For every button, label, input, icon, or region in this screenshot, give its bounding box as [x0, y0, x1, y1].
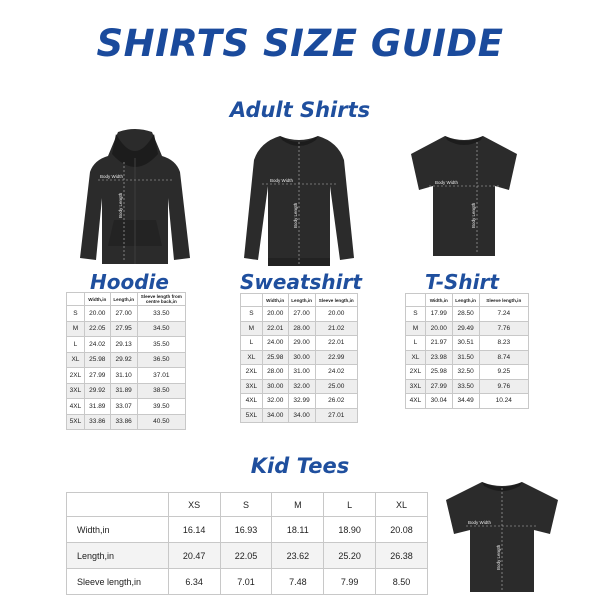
value-cell: 16.93	[220, 517, 272, 543]
hoodie-size-table	[66, 292, 186, 430]
value-cell: 37.01	[137, 368, 185, 384]
adult-shirts-heading: Adult Shirts	[229, 98, 371, 122]
value-cell: 32.00	[262, 394, 288, 409]
column-header	[406, 294, 426, 307]
size-cell: 5XL	[241, 408, 263, 423]
value-cell: 18.11	[272, 517, 324, 543]
table-row	[241, 321, 358, 336]
body-length-label: Body Length	[471, 202, 476, 228]
column-header	[67, 493, 169, 517]
size-cell: 3XL	[67, 383, 85, 399]
value-cell: 29.00	[288, 336, 315, 351]
tshirt-name: T-Shirt	[425, 270, 499, 294]
value-cell: 16.14	[168, 517, 220, 543]
table-row	[406, 307, 529, 322]
kid-tees-heading: Kid Tees	[250, 454, 350, 478]
value-cell: 7.99	[324, 569, 376, 595]
table-row	[241, 307, 358, 322]
size-cell: 4XL	[406, 394, 426, 409]
column-header: S	[220, 493, 272, 517]
value-cell: 34.49	[452, 394, 479, 409]
value-cell: 23.98	[425, 350, 452, 365]
value-cell: 32.00	[288, 379, 315, 394]
value-cell: 8.50	[376, 569, 428, 595]
table-row	[67, 383, 186, 399]
size-cell: 2XL	[67, 368, 85, 384]
body-length-label: Body Length	[293, 202, 298, 228]
table-row	[67, 569, 428, 595]
value-cell: 28.00	[288, 321, 315, 336]
column-header: Length,in	[288, 294, 315, 307]
value-cell: 6.34	[168, 569, 220, 595]
value-cell: 26.02	[315, 394, 358, 409]
body-length-label: Body Length	[118, 192, 123, 218]
value-cell: 20.08	[376, 517, 428, 543]
table-row	[406, 365, 529, 380]
row-label: Length,in	[67, 543, 169, 569]
value-cell: 20.00	[84, 306, 110, 322]
value-cell: 29.92	[110, 352, 137, 368]
value-cell: 7.01	[220, 569, 272, 595]
row-label: Width,in	[67, 517, 169, 543]
value-cell: 20.00	[315, 307, 358, 322]
column-header: Length,in	[452, 294, 479, 307]
size-cell: 5XL	[67, 414, 85, 430]
value-cell: 25.98	[84, 352, 110, 368]
value-cell: 25.98	[262, 350, 288, 365]
column-header	[241, 294, 263, 307]
value-cell: 31.89	[110, 383, 137, 399]
table-header-row	[406, 294, 529, 307]
value-cell: 21.97	[425, 336, 452, 351]
value-cell: 33.86	[110, 414, 137, 430]
value-cell: 7.76	[479, 321, 528, 336]
value-cell: 30.00	[262, 379, 288, 394]
value-cell: 31.00	[288, 365, 315, 380]
value-cell: 20.47	[168, 543, 220, 569]
value-cell: 27.00	[110, 306, 137, 322]
size-cell: S	[406, 307, 426, 322]
table-row	[406, 350, 529, 365]
value-cell: 34.00	[262, 408, 288, 423]
body-length-label: Body Length	[496, 544, 501, 570]
value-cell: 32.50	[452, 365, 479, 380]
table-row	[406, 336, 529, 351]
tshirt-image	[405, 132, 523, 260]
sweatshirt-name: Sweatshirt	[240, 270, 362, 294]
value-cell: 28.00	[262, 365, 288, 380]
value-cell: 26.38	[376, 543, 428, 569]
hoodie-name: Hoodie	[90, 270, 169, 294]
value-cell: 25.20	[324, 543, 376, 569]
table-row	[67, 517, 428, 543]
table-row	[241, 379, 358, 394]
value-cell: 24.00	[262, 336, 288, 351]
size-cell: L	[241, 336, 263, 351]
value-cell: 7.48	[272, 569, 324, 595]
table-row	[241, 350, 358, 365]
table-row	[67, 414, 186, 430]
size-cell: L	[67, 337, 85, 353]
value-cell: 30.51	[452, 336, 479, 351]
value-cell: 36.50	[137, 352, 185, 368]
table-row	[67, 306, 186, 322]
size-cell: M	[67, 321, 85, 337]
table-row	[406, 394, 529, 409]
page-title: SHIRTS SIZE GUIDE	[96, 22, 504, 65]
value-cell: 38.50	[137, 383, 185, 399]
value-cell: 31.10	[110, 368, 137, 384]
body-width-label: Body Width	[435, 180, 459, 185]
value-cell: 28.50	[452, 307, 479, 322]
value-cell: 9.76	[479, 379, 528, 394]
value-cell: 31.89	[84, 399, 110, 415]
value-cell: 24.02	[84, 337, 110, 353]
value-cell: 29.13	[110, 337, 137, 353]
column-header: Width,in	[84, 293, 110, 306]
value-cell: 22.01	[315, 336, 358, 351]
table-row	[241, 408, 358, 423]
size-cell: L	[406, 336, 426, 351]
value-cell: 29.92	[84, 383, 110, 399]
value-cell: 33.50	[452, 379, 479, 394]
column-header: Width,in	[425, 294, 452, 307]
column-header: Width,in	[262, 294, 288, 307]
value-cell: 21.02	[315, 321, 358, 336]
body-width-label: Body Width	[468, 520, 492, 525]
value-cell: 33.07	[110, 399, 137, 415]
value-cell: 31.50	[452, 350, 479, 365]
column-header: Sleeve length,in	[479, 294, 528, 307]
column-header: Sleeve length from centre back,in	[137, 293, 185, 306]
value-cell: 9.25	[479, 365, 528, 380]
value-cell: 40.50	[137, 414, 185, 430]
column-header: M	[272, 493, 324, 517]
value-cell: 8.74	[479, 350, 528, 365]
row-label: Sleeve length,in	[67, 569, 169, 595]
value-cell: 8.23	[479, 336, 528, 351]
size-cell: 2XL	[406, 365, 426, 380]
sweatshirt-image	[240, 130, 358, 270]
table-row	[241, 336, 358, 351]
value-cell: 22.99	[315, 350, 358, 365]
table-row	[67, 321, 186, 337]
column-header: XL	[376, 493, 428, 517]
value-cell: 18.90	[324, 517, 376, 543]
column-header	[67, 293, 85, 306]
size-cell: 4XL	[67, 399, 85, 415]
size-cell: XL	[241, 350, 263, 365]
value-cell: 32.99	[288, 394, 315, 409]
tshirt-size-table	[405, 293, 529, 409]
value-cell: 24.02	[315, 365, 358, 380]
column-header: Length,in	[110, 293, 137, 306]
value-cell: 20.00	[425, 321, 452, 336]
value-cell: 27.99	[425, 379, 452, 394]
size-cell: 3XL	[406, 379, 426, 394]
hoodie-image	[76, 128, 194, 268]
value-cell: 35.50	[137, 337, 185, 353]
table-row	[406, 379, 529, 394]
value-cell: 30.00	[288, 350, 315, 365]
table-row	[67, 543, 428, 569]
value-cell: 34.00	[288, 408, 315, 423]
size-cell: XL	[406, 350, 426, 365]
kid-tees-size-table	[66, 492, 428, 595]
value-cell: 27.95	[110, 321, 137, 337]
table-row	[241, 394, 358, 409]
column-header: L	[324, 493, 376, 517]
body-width-label: Body Width	[100, 174, 124, 179]
size-cell: 4XL	[241, 394, 263, 409]
value-cell: 33.86	[84, 414, 110, 430]
sweatshirt-size-table	[240, 293, 358, 423]
size-cell: XL	[67, 352, 85, 368]
size-cell: S	[241, 307, 263, 322]
value-cell: 30.04	[425, 394, 452, 409]
value-cell: 20.00	[262, 307, 288, 322]
value-cell: 22.05	[220, 543, 272, 569]
value-cell: 25.98	[425, 365, 452, 380]
size-cell: M	[241, 321, 263, 336]
size-cell: M	[406, 321, 426, 336]
table-row	[406, 321, 529, 336]
body-width-label: Body Width	[270, 178, 294, 183]
value-cell: 39.50	[137, 399, 185, 415]
table-header-row	[241, 294, 358, 307]
value-cell: 23.62	[272, 543, 324, 569]
value-cell: 27.00	[288, 307, 315, 322]
value-cell: 10.24	[479, 394, 528, 409]
value-cell: 29.49	[452, 321, 479, 336]
column-header: Sleeve length,in	[315, 294, 358, 307]
table-header-row	[67, 493, 428, 517]
value-cell: 27.99	[84, 368, 110, 384]
size-cell: 2XL	[241, 365, 263, 380]
value-cell: 25.00	[315, 379, 358, 394]
value-cell: 34.50	[137, 321, 185, 337]
column-header: XS	[168, 493, 220, 517]
value-cell: 33.50	[137, 306, 185, 322]
table-row	[67, 352, 186, 368]
value-cell: 27.01	[315, 408, 358, 423]
size-cell: 3XL	[241, 379, 263, 394]
table-row	[67, 399, 186, 415]
kid-tee-image	[440, 478, 564, 596]
size-cell: S	[67, 306, 85, 322]
value-cell: 17.99	[425, 307, 452, 322]
table-row	[67, 368, 186, 384]
value-cell: 7.24	[479, 307, 528, 322]
value-cell: 22.05	[84, 321, 110, 337]
value-cell: 22.01	[262, 321, 288, 336]
table-row	[241, 365, 358, 380]
table-row	[67, 337, 186, 353]
table-header-row	[67, 293, 186, 306]
